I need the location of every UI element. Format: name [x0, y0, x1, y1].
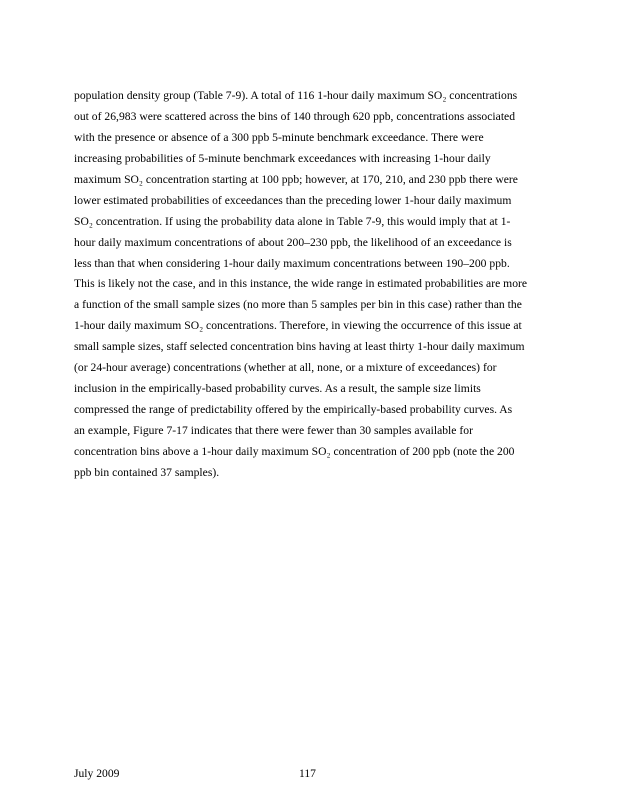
- text-line: lower estimated probabilities of exceedances than the preceding lower 1-hour daily maximum: [74, 193, 512, 207]
- text-line: ppb bin contained 37 samples).: [74, 465, 220, 479]
- text-line: increasing probabilities of 5-minute benchmark exceedances with increasing 1-hour daily: [74, 151, 491, 165]
- text-line: This is likely not the case, and in this instance, the wide range in estimated probabilities are more: [74, 277, 528, 291]
- footer-date: July 2009: [74, 767, 120, 780]
- text-line: concentration bins above a 1-hour daily maximum SO₂ concentration of 200 ppb (note the 200: [74, 444, 515, 458]
- text-line: small sample sizes, staff selected concentration bins having at least thirty 1-hour daily maximum: [74, 340, 525, 354]
- body-paragraph: [74, 86, 614, 484]
- text-line: with the presence or absence of a 300 ppb 5-minute benchmark exceedance. There were: [74, 130, 484, 144]
- text-line: SO₂ concentration. If using the probability data alone in Table 7-9, this would imply that at 1-: [74, 214, 511, 228]
- text-line: population density group (Table 7-9). A total of 116 1-hour daily maximum SO₂ concentrations: [74, 89, 518, 102]
- text-line: an example, Figure 7-17 indicates that there were fewer than 30 samples available for: [74, 424, 473, 437]
- text-line: (or 24-hour average) concentrations (whether at all, none, or a mixture of exceedances) for: [74, 361, 497, 375]
- text-line: compressed the range of predictability offered by the empirically-based probability curves. As: [74, 403, 513, 417]
- text-line: hour daily maximum concentrations of about 200–230 ppb, the likelihood of an exceedance is: [74, 235, 512, 249]
- text-line: inclusion in the empirically-based probability curves. As a result, the sample size limits: [74, 382, 481, 396]
- text-line: maximum SO₂ concentration starting at 100 ppb; however, at 170, 210, and 230 ppb there were: [74, 172, 518, 186]
- page-number: 117: [299, 767, 316, 780]
- text-line: less than that when considering 1-hour daily maximum concentrations between 190–200 ppb.: [74, 256, 510, 270]
- text-line: 1-hour daily maximum SO₂ concentrations. Therefore, in viewing the occurrence of this issue at: [74, 319, 522, 333]
- text-line: a function of the small sample sizes (no more than 5 samples per bin in this case) rather than the: [74, 298, 522, 312]
- text-line: out of 26,983 were scattered across the bins of 140 through 620 ppb, concentrations associated: [74, 109, 516, 123]
